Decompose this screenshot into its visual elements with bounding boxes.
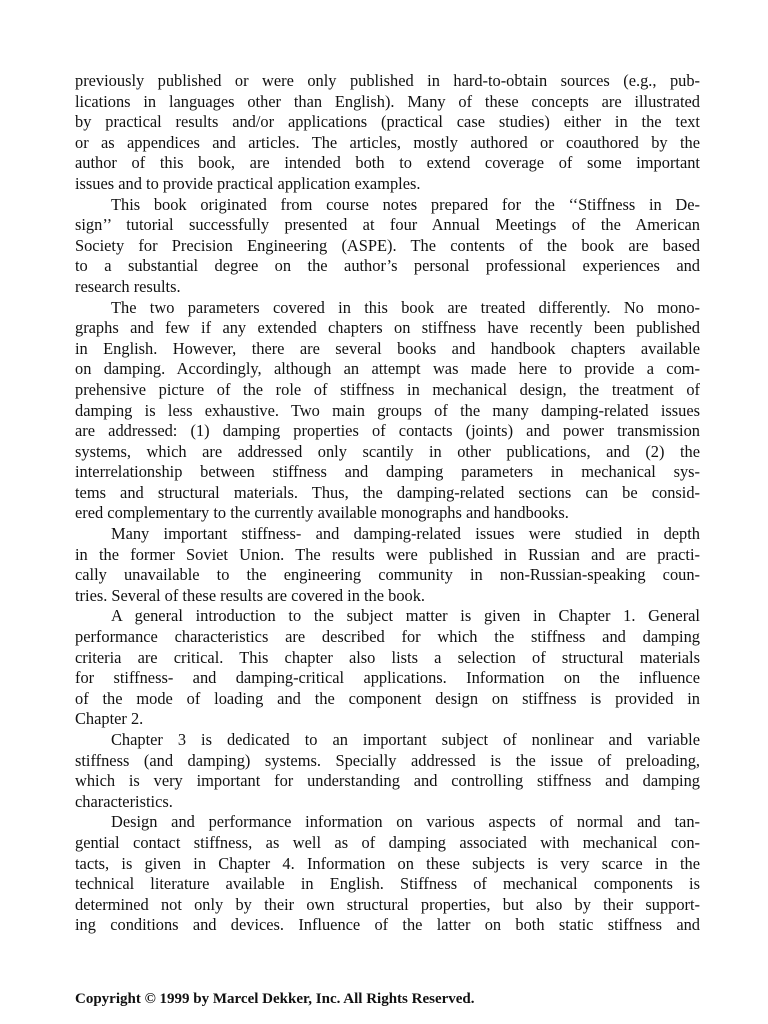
text-line: tems and structural materials. Thus, the damping-related sections can be consid- <box>75 482 700 502</box>
text-line: Society for Precision Engineering (ASPE). The contents of the book are based <box>75 235 700 255</box>
text-line: Many important stiffness- and damping-related issues were studied in depth <box>111 524 700 544</box>
text-line: author of this book, are intended both to extend coverage of some important <box>75 153 700 173</box>
text-line: ered complementary to the currently available monographs and handbooks. <box>75 503 569 523</box>
text-line: damping is less exhaustive. Two main groups of the many damping-related issues <box>75 400 700 420</box>
text-line: tacts, is given in Chapter 4. Information on these subjects is very scarce in the <box>75 853 700 873</box>
text-line: prehensive picture of the role of stiffness in mechanical design, the treatment of <box>75 379 700 399</box>
text-line: in the former Soviet Union. The results were published in Russian and are practi- <box>75 544 700 564</box>
text-line: cally unavailable to the engineering community in non-Russian-speaking coun- <box>75 565 700 585</box>
text-line: Chapter 2. <box>75 709 144 729</box>
text-line: or as appendices and articles. The articles, mostly authored or coauthored by the <box>75 132 700 152</box>
text-line: by practical results and/or applications (practical case studies) either in the text <box>75 112 700 132</box>
text-line: on damping. Accordingly, although an attempt was made here to provide a com- <box>75 359 700 379</box>
text-line: Chapter 3 is dedicated to an important subject of nonlinear and variable <box>111 730 700 749</box>
text-line: This book originated from course notes prepared for the ‘‘Stiffness in De- <box>111 194 700 214</box>
text-line: graphs and few if any extended chapters on stiffness have recently been published <box>75 318 700 338</box>
text-line: for stiffness- and damping-critical applications. Information on the influence <box>75 668 700 688</box>
body-text <box>75 71 700 936</box>
text-line: sign’’ tutorial successfully presented at four Annual Meetings of the American <box>75 215 700 235</box>
text-line: lications in languages other than English). Many of these concepts are illustrated <box>75 91 700 111</box>
text-line: stiffness (and damping) systems. Specially addressed is the issue of preloading, <box>75 750 700 770</box>
text-line: research results. <box>75 276 181 296</box>
text-line: in English. However, there are several books and handbook chapters available <box>75 338 700 358</box>
copyright-footer: Copyright © 1999 by Marcel Dekker, Inc. All Rights Reserved. <box>75 991 475 1007</box>
text-line: characteristics. <box>75 791 173 811</box>
text-line: previously published or were only published in hard-to-obtain sources (e.g., pub- <box>75 71 700 90</box>
text-line: systems, which are addressed only scantily in other publications, and (2) the <box>75 441 700 461</box>
text-line: interrelationship between stiffness and damping parameters in mechanical sys- <box>75 462 700 482</box>
text-line: of the mode of loading and the component design on stiffness is provided in <box>75 688 700 708</box>
text-line: determined not only by their own structural properties, but also by their support- <box>75 894 700 914</box>
text-line: technical literature available in English. Stiffness of mechanical components is <box>75 874 700 894</box>
text-line: The two parameters covered in this book are treated differently. No mono- <box>111 297 700 317</box>
text-line: performance characteristics are described for which the stiffness and damping <box>75 627 700 647</box>
text-line: criteria are critical. This chapter also lists a selection of structural materials <box>75 647 700 667</box>
text-line: issues and to provide practical application examples. <box>75 173 421 193</box>
text-line: tries. Several of these results are covered in the book. <box>75 585 425 605</box>
text-line: are addressed: (1) damping properties of contacts (joints) and power transmission <box>75 421 700 441</box>
text-line: Design and performance information on various aspects of normal and tan- <box>111 812 700 832</box>
text-line: to a substantial degree on the author’s personal professional experiences and <box>75 256 700 276</box>
text-line: which is very important for understanding and controlling stiffness and damping <box>75 771 700 791</box>
text-line: gential contact stiffness, as well as of damping associated with mechanical con- <box>75 832 700 852</box>
text-line: A general introduction to the subject matter is given in Chapter 1. General <box>111 606 700 626</box>
text-line: ing conditions and devices. Influence of the latter on both static stiffness and <box>75 915 700 935</box>
